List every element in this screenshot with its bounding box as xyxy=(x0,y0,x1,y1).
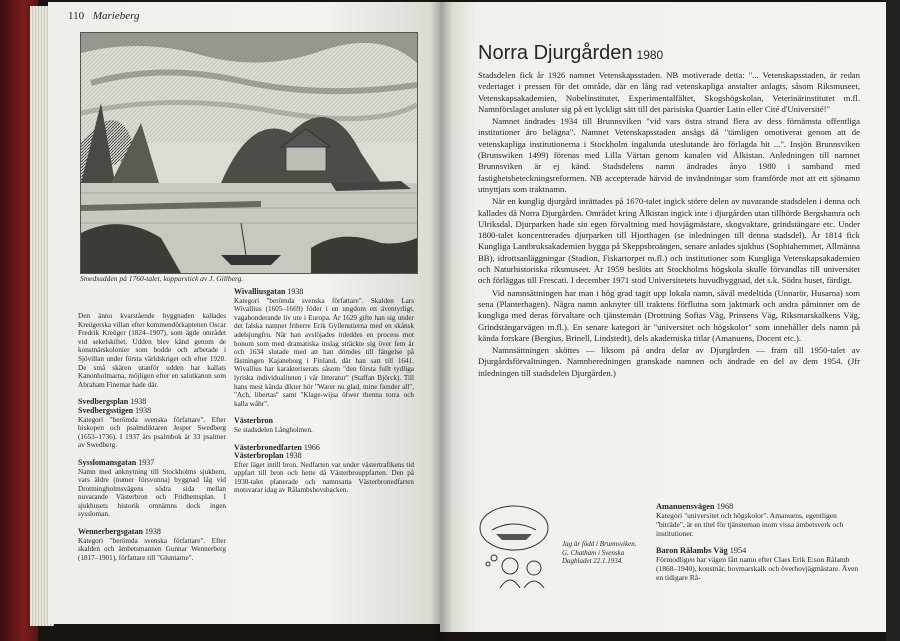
book-gutter xyxy=(430,0,452,641)
illustration-caption: Smedsudden på 1760-talet, kopparstick av J. Gillberg. xyxy=(80,274,244,283)
body-paragraph: Namnsättningen sköttes — liksom på andra delar av Djurgården — fram till 1950-talet av Djurgårdsförvaltningen. Namnberedningen granskade namnen och ändrade en del av dem 1954. (Jfr inledningen till stadsdelen Djurgården.) xyxy=(478,345,860,378)
entry-sysslomansgatan xyxy=(78,459,226,519)
cartoon-drawing xyxy=(474,498,556,588)
chapter-title-year: 1980 xyxy=(636,48,664,62)
entry-heading: Västerbron xyxy=(234,416,273,426)
entry-amanuensvagen xyxy=(656,502,862,538)
entry-alt-heading: Västerbroplan 1938 xyxy=(234,451,302,461)
intro-paragraph: Den ännu kvarstående byggnaden kallades Kreügerska villan efter kommendörkaptenen Oscar Fredrik Kreüger (1824–1907), som ägde området vid sekelskiftet. Udden blev känd genom de konstnärskolonier som bodde och arbetade i Sjövillan under första världskriget och efter 1920. De små skären utanför udden har kallats Kanonholmarna, möjligen efter en salutkanon som Abraham Finemar hade där. xyxy=(78,312,226,389)
body-paragraph: Namnet ändrades 1934 till Brunnsviken "vid vars östra strand flera av dess förnämsta offentliga institutioner äro belägna". Namnet Vetenskapsstaden ansågs då "tämligen omotiverat genom att de vetenskapliga institutionerna i Stockholm ingalunda uteslutande äro förlagda hit ...". Insjön Brunnsviken (Brunswiken 1499) förenas med Lilla Värtan genom kanalen vid Ålkistan. Anledningen till namnet Brunnsviken är ej känd. Stadsdelens namn ändrades ånyo 1980 i samband med fastighetsbeteckningsreformen. NB accepterade härvid de invändningar som framförde mot att ett sjönamn utnyttjats som traktnamn. xyxy=(478,116,860,194)
entry-alt-heading: Svedbergsstigen 1938 xyxy=(78,405,152,415)
background-edge xyxy=(886,0,900,641)
entry-vasterbronedfarten xyxy=(234,444,414,496)
entry-baron-ralambs-vag xyxy=(656,546,862,582)
cartoon-caption: Jag är född i Brunnsviken. G. Chatham i Svenska Dagbladet 22.1.1934. xyxy=(562,540,637,565)
engraving-landscape xyxy=(81,33,417,273)
right-entries xyxy=(656,502,862,590)
entry-heading: Wennerbergsgatan 1938 xyxy=(78,527,161,537)
cartoon-illustration xyxy=(474,498,556,588)
running-head-title: Marieberg xyxy=(92,10,140,22)
body-paragraph: Stadsdelen fick år 1926 namnet Vetenskapsstaden. NB motiverade detta: "... Vetenskapsstaden, är redan vedertaget i pressen för det område, där en lång rad vetenskapliga anstalter anlagts, såsom Riksmuseet, Vetenskapsakademien, Nobelinstitutet, Experimentalfältet, Skogshögskolan, Veterinärinstitutet m.fl. Namnförslaget ansluter sig på ett lyckligt sätt till det parisiska Quartier Latin eller Cité d'Université!" xyxy=(478,70,860,114)
entry-svedbergsplan xyxy=(78,398,226,450)
entry-wivalliusgatan xyxy=(234,288,414,408)
entry-heading: Amanuensvägen 1968 xyxy=(656,502,734,511)
page-number: 110 xyxy=(68,10,85,22)
running-head xyxy=(68,10,139,22)
entry-text: Kategori "berömda svenska författare". Efter skalden och ämbetsmannen Gunnar Wennerberg (1817–1901), författare till "Gluntarne". xyxy=(78,536,226,562)
entry-text: Efter läget intill bron. Nedfarten var under västertrafikens tid uppfart till bron och hette då Västerbrouppfarten. Den på 1930-talet planerade och namnsatta Västerbronedfarten motsvarar idag av Rålambshovsbacken. xyxy=(234,460,414,495)
entry-heading: Västerbronedfarten 1966 xyxy=(234,442,320,452)
entry-heading: Baron Rålambs Väg 1954 xyxy=(656,546,747,555)
entry-heading: Sysslomansgatan 1937 xyxy=(78,457,155,467)
entry-text: Namn med anknytning till Stockholms sjukhem, vars äldre (numer försvunna) byggnad låg vid Drottningholmsvägens södra sida mellan nuvarande Västerbron och Fridhemsplan. I sjukhusets historik omnämns dock ingen syssloman. xyxy=(78,467,226,519)
body-paragraph: Vid namnsättningen har man i hög grad tagit upp lokala namn, såväl medeltida (Unnarör, Husarna) som sena (Planterhagen). Några namn anknyter till traktens förflutna som jaktmark och andra påminner om de kungliga med deras förvaltare och tjänstemän (Drottning Sofias Väg, Prinsens Väg, Riksmarskalkens Väg, Grindstängarvägen m.fl.). En senare kategori är "universitet och högskolor" som innehåller dels namn på kända forskare (Bergius, Brinell, Lindstedt), dels akademiska titlar (Amanuens, Docent etc.). xyxy=(478,287,860,343)
entry-text: Kategori "berömda svenska författare". Skalden Lars Wivallius (1605–1669) föder i en ungdom ett äventyrligt, vagabonderande liv ute i Europa. År 1629 gifte han sig under det falska namnet friherre Erik Gyllenstierna med en skånsk adelsjungfru. När han avslöjades inleddes en process mot honom som med dramatiska inslag sträckte sig över fem år och 1634 slutade med att han dömdes till fängelse på fästningen Kajaneborg i Finland, där han satt till 1641. Wivallius har karakteriserats såsom "den första fullt tydliga lyriska individualiteten i vår litteratur" (Staffan Björck). Till hans mest kända dikter hör "Warer nu glad, mine fiender all", "Ach, libertas" samt "Klage-wijsa öfwer thenna torra och kalla wåhr". xyxy=(234,296,414,408)
chapter-body xyxy=(478,70,860,380)
left-column-1 xyxy=(78,312,226,571)
entry-text: Se stadsdelen Långholmen. xyxy=(234,425,313,434)
chapter-title-text: Norra Djurgården xyxy=(478,42,633,64)
chapter-title xyxy=(478,42,663,65)
entry-text: Kategori "berömda svenska författare". Efter biskopen och psalmdiktaren Jesper Swedberg (1653–1736). I 1937 års psalmbok är 33 psalmer av Swedberg. xyxy=(78,415,226,450)
entry-wennerbergsgatan xyxy=(78,528,226,562)
entry-vasterbron xyxy=(234,417,414,434)
left-column-2 xyxy=(234,288,414,504)
entry-heading: Svedbergsplan 1938 xyxy=(78,397,147,407)
engraving-illustration xyxy=(80,32,418,274)
entry-heading: Wivalliusgatan 1938 xyxy=(234,287,304,296)
entry-text: Förmodligen har vägen fått namn efter Claes Erik E:son Rålamb (1868–1940), konstnär, hovmarskalk och överhovjägmästare. Även en tidigare Rå- xyxy=(656,555,859,582)
body-paragraph: När en kunglig djurgård inrättades på 1670-talet ingick större delen av nuvarande stadsdelen i denna och kallades då Norra Djurgården. Området kring Ålkistan ingick inte i djurgården utan tillhörde Bergshamra och Ulriksdal. Djurparken hade sin egen förvaltning med hovjägmästare, skogvaktare, grindstängare etc. Under 1800-talet koncentrerades djurparken till Hjorthagen (se inledningen till denna stadsdel). År 1814 fick Kungliga Lantbruksakademien bygga på Skeppsbroängen, senare anlades sjukhus (Sophiahemmet, Allmänna BB), idrottsanläggningar (Stadion, Fiskartorpet m.fl.) och institutioner som Kungliga Vetenskapsakademien och Naturhistoriska riksmuseet. År 1959 beslöts att Stockholms högskola skulle förvandlas till universitet och förläggas till Frescati. I december 1971 stod Universitetets huvudbyggnad, det s.k. Södra huset, färdigt. xyxy=(478,196,860,286)
entry-text: Kategori "universitet och högskolor". Amanuens, egentligen "biträde", är en titel för tjänsteman inom vissa ämbetsverk och institutioner. xyxy=(656,511,844,538)
